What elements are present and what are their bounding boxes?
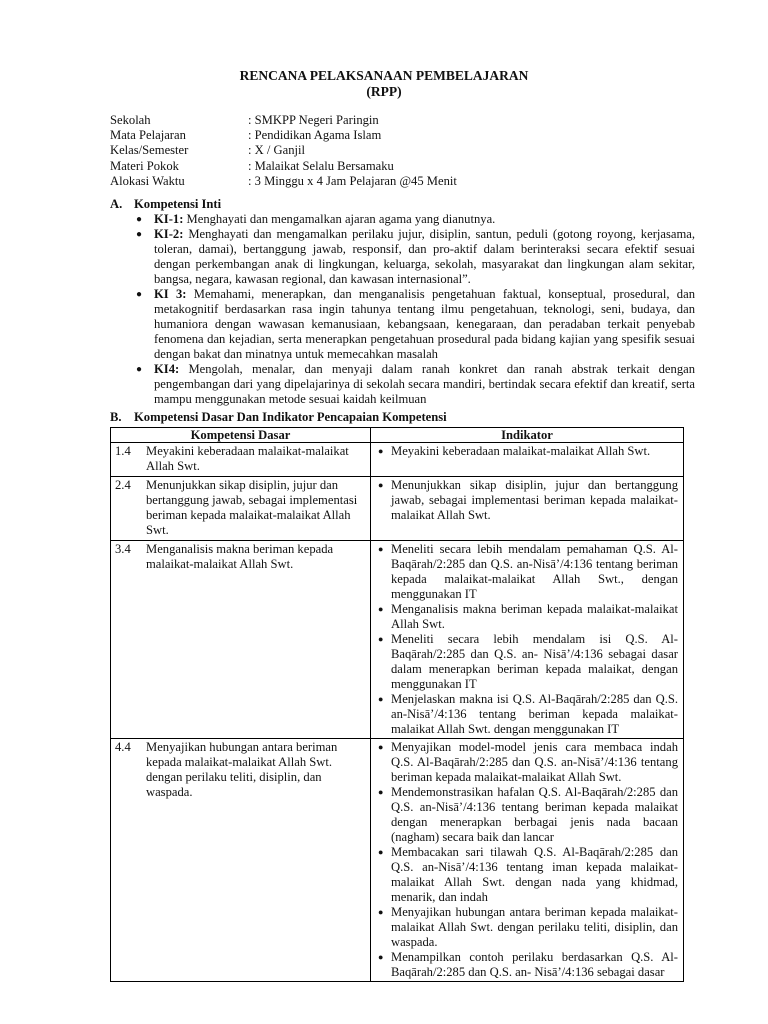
- indicator-item: [377, 785, 678, 845]
- kd-text: Meyakini keberadaan malaikat-malaikat Allah Swt.: [146, 444, 349, 473]
- kd-number: 4.4: [115, 740, 131, 754]
- indicator-list: [371, 477, 683, 524]
- section-a-title: Kompetensi Inti: [134, 197, 222, 211]
- bullet-icon: ●: [136, 364, 143, 375]
- identity-row: [110, 174, 457, 189]
- indicator-item: [377, 444, 678, 459]
- list-item: [134, 362, 695, 407]
- indicator-item: [377, 602, 678, 632]
- indicator-text: Menjelaskan makna isi Q.S. Al-Baqārah/2:285 dan Q.S. an-Nisā’/4:136 tentang beriman kepada malaikat-malaikat Allah Swt. dengan menggunakan IT: [391, 692, 678, 736]
- section-b-title: Kompetensi Dasar Dan Indikator Pencapaian Kompetensi: [134, 410, 447, 424]
- indicator-list: [371, 443, 683, 460]
- kd-cell: [111, 443, 371, 477]
- ki-text: Menghayati dan mengamalkan ajaran agama yang dianutnya.: [183, 212, 496, 226]
- identity-row: [110, 113, 457, 128]
- kd-number: 1.4: [115, 444, 131, 458]
- indicator-item: [377, 478, 678, 523]
- bullet-icon: ●: [378, 787, 384, 797]
- indicator-cell: [371, 443, 684, 477]
- bullet-icon: ●: [136, 289, 143, 300]
- ki-code: KI-1:: [154, 212, 184, 226]
- title-line-2: (RPP): [366, 84, 402, 99]
- title-line-1: RENCANA PELAKSANAAN PEMBELAJARAN: [239, 68, 529, 83]
- indicator-cell: [371, 477, 684, 541]
- kd-text: Menunjukkan sikap disiplin, jujur dan bertanggung jawab, sebagai implementasi beriman kepada malaikat-malaikat Allah Swt.: [146, 478, 358, 537]
- indicator-text: Menyajikan hubungan antara beriman kepada malaikat-malaikat Allah Swt. dengan perilaku teliti, disiplin, dan waspada.: [391, 905, 678, 949]
- section-b-heading: [110, 410, 447, 425]
- identity-value: : SMKPP Negeri Paringin: [248, 113, 379, 127]
- bullet-icon: ●: [378, 952, 384, 962]
- indicator-list: [371, 739, 683, 981]
- bullet-icon: ●: [378, 634, 384, 644]
- ki-text: Mengolah, menalar, dan menyaji dalam ranah konkret dan ranah abstrak terkait dengan pengembangan dari yang dipelajarinya di sekolah secara mandiri, bertindak secara efektif dan kreatif, serta mampu menggunakan metode sesuai kaidah keilmuan: [154, 362, 695, 406]
- indicator-text: Menganalisis makna beriman kepada malaikat-malaikat Allah Swt.: [391, 602, 678, 631]
- indicator-text: Membacakan sari tilawah Q.S. Al-Baqārah/2:285 dan Q.S. an-Nisā’/4:136 tentang iman kepada malaikat-malaikat Allah Swt. dengan nada yang khidmad, menarik, dan indah: [391, 845, 678, 904]
- indicator-text: Menunjukkan sikap disiplin, jujur dan bertanggung jawab, sebagai implementasi beriman kepada malaikat-malaikat Allah Swt.: [391, 478, 678, 522]
- bullet-icon: ●: [378, 742, 384, 752]
- indicator-text: Menampilkan contoh perilaku berdasarkan Q.S. Al-Baqārah/2:285 dan Q.S. an- Nisā’/4:136 sebagai dasar: [391, 950, 678, 979]
- indicator-text: Meneliti secara lebih mendalam isi Q.S. Al-Baqārah/2:285 dan Q.S. an- Nisā’/4:136 sebagai dasar dalam menerapkan beriman kepada malaikat, dengan menggunakan IT: [391, 632, 678, 691]
- core-competency-list: [134, 212, 695, 407]
- indicator-item: [377, 692, 678, 737]
- indicator-item: [377, 905, 678, 950]
- ki-text: Menghayati dan mengamalkan perilaku jujur, disiplin, santun, peduli (gotong royong, kerjasama, toleran, damai), bertanggung jawab, responsif, dan pro-aktif dalam berinteraksi secara efektif sesuai dengan perkembangan anak di lingkungan, keluarga, sekolah, masyarakat dan lingkungan alam sekitar, bangsa, negara, kawasan regional, dan kawasan internasional”.: [154, 227, 695, 286]
- indicator-cell: [371, 739, 684, 982]
- list-item: [134, 287, 695, 362]
- identity-value: : Malaikat Selalu Bersamaku: [248, 158, 394, 173]
- bullet-icon: ●: [378, 480, 384, 490]
- kd-text: Menganalisis makna beriman kepada malaikat-malaikat Allah Swt.: [146, 542, 334, 571]
- column-header-indicator: Indikator: [371, 428, 684, 443]
- indicator-text: Menyajikan model-model jenis cara membaca indah Q.S. Al-Baqārah/2:285 dan Q.S. an-Nisā’/4:136 tentang beriman kepada malaikat-malaikat Allah Swt.: [391, 740, 678, 784]
- bullet-icon: ●: [136, 229, 143, 240]
- bullet-icon: ●: [136, 214, 143, 225]
- identity-row: [110, 128, 457, 143]
- indicator-item: [377, 632, 678, 692]
- table-row: [111, 477, 684, 541]
- ki-code: KI4:: [154, 362, 180, 376]
- bullet-icon: ●: [378, 907, 384, 917]
- identity-label: Alokasi Waktu: [110, 173, 185, 188]
- column-header-kd: Kompetensi Dasar: [111, 428, 371, 443]
- identity-block: [110, 113, 457, 189]
- indicator-cell: [371, 541, 684, 739]
- kd-cell: [111, 541, 371, 739]
- indicator-text: Meneliti secara lebih mendalam pemahaman Q.S. Al-Baqārah/2:285 dan Q.S. an-Nisā’/4:136 tentang beriman kepada malaikat-malaikat Allah Swt., dengan menggunakan IT: [391, 542, 678, 601]
- kd-number: 3.4: [115, 542, 131, 556]
- table-row: [111, 739, 684, 982]
- indicator-item: [377, 542, 678, 602]
- competency-table: [110, 427, 684, 982]
- section-b-number: B.: [110, 410, 122, 424]
- bullet-icon: ●: [378, 694, 384, 704]
- ki-code: KI-2:: [154, 227, 184, 241]
- bullet-icon: ●: [378, 446, 384, 456]
- identity-label: Kelas/Semester: [110, 143, 189, 158]
- identity-value: : Pendidikan Agama Islam: [248, 128, 382, 143]
- indicator-item: [377, 950, 678, 980]
- section-a-heading: [110, 197, 221, 212]
- indicator-item: [377, 845, 678, 905]
- document-title: [0, 68, 768, 100]
- identity-label: Mata Pelajaran: [110, 128, 186, 143]
- identity-row: [110, 159, 457, 174]
- list-item: [134, 227, 695, 287]
- kd-cell: [111, 739, 371, 982]
- ki-code: KI 3:: [154, 287, 187, 301]
- identity-row: [110, 143, 457, 158]
- bullet-icon: ●: [378, 544, 384, 554]
- indicator-list: [371, 541, 683, 738]
- indicator-text: Meyakini keberadaan malaikat-malaikat Allah Swt.: [391, 444, 651, 458]
- ki-text: Memahami, menerapkan, dan menganalisis pengetahuan faktual, konseptual, prosedural, dan metakognitif berdasarkan rasa ingin tahunya tentang ilmu pengetahuan, teknologi, seni, budaya, dan humaniora dengan wawasan kemanusiaan, kebangsaan, kenegaraan, dan peradaban terkait penyebab fenomena dan kejadian, serta menerapkan pengetahuan prosedural pada bidang kajian yang spesifik sesuai dengan bakat dan minatnya untuk memecahkan masalah: [154, 287, 695, 361]
- list-item: [134, 212, 695, 227]
- kd-cell: [111, 477, 371, 541]
- kd-text: Menyajikan hubungan antara beriman kepada malaikat-malaikat Allah Swt. dengan perilaku teliti, disiplin, dan waspada.: [146, 740, 338, 799]
- identity-label: Sekolah: [110, 113, 151, 127]
- identity-value: : 3 Minggu x 4 Jam Pelajaran @45 Menit: [248, 173, 457, 188]
- table-row: [111, 443, 684, 477]
- identity-label: Materi Pokok: [110, 158, 179, 173]
- bullet-icon: ●: [378, 604, 384, 614]
- table-row: [111, 541, 684, 739]
- indicator-item: [377, 740, 678, 785]
- table-header-row: [111, 428, 684, 443]
- indicator-text: Mendemonstrasikan hafalan Q.S. Al-Baqārah/2:285 dan Q.S. an-Nisā’/4:136 tentang beriman kepada malaikat dengan menerapkan berbagai jenis nada bacaan (nagham) secara baik dan lancar: [391, 785, 678, 844]
- kd-number: 2.4: [115, 478, 131, 492]
- section-a-number: A.: [110, 197, 123, 211]
- bullet-icon: ●: [378, 847, 384, 857]
- identity-value: : X / Ganjil: [248, 143, 306, 158]
